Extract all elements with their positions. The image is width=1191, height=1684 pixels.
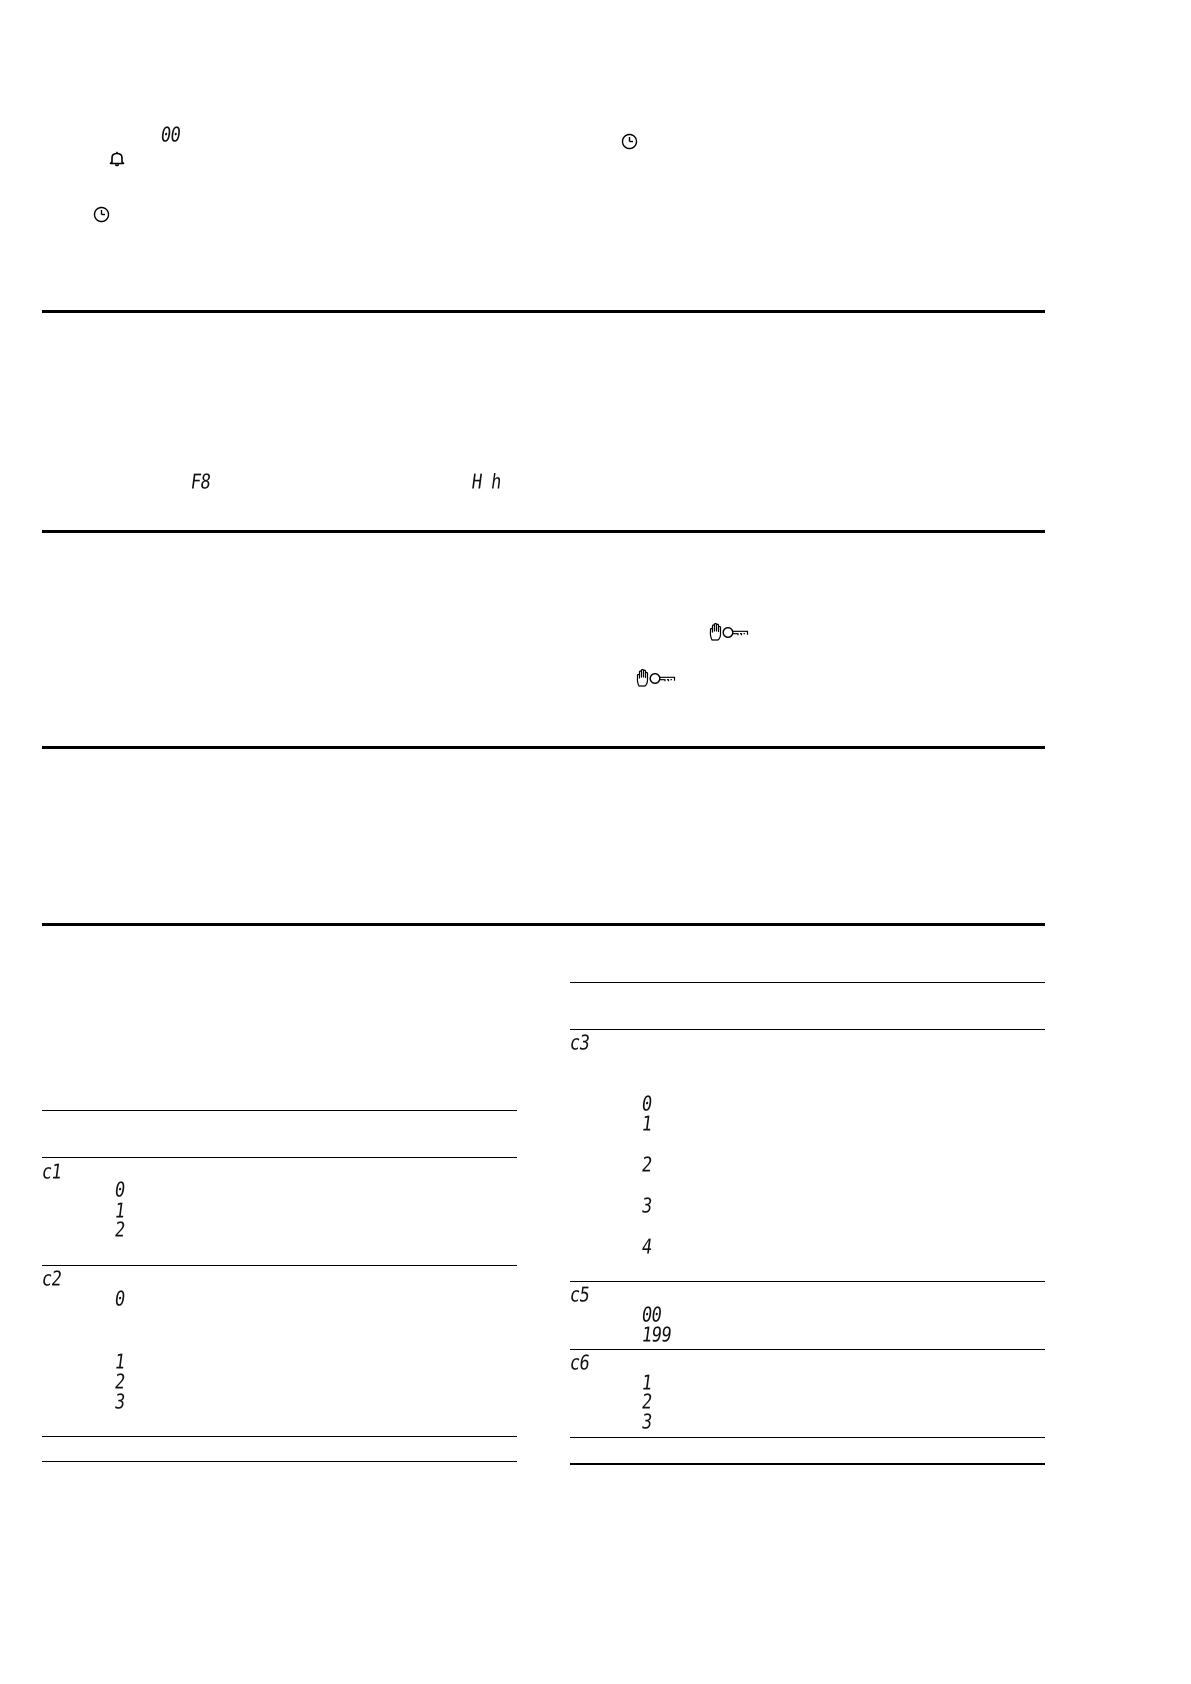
setting-value: 1 bbox=[640, 1112, 654, 1137]
setting-value: 2 bbox=[640, 1153, 654, 1178]
clock-icon bbox=[93, 206, 110, 223]
setting-value: 00 bbox=[640, 1303, 663, 1328]
hand-key-icon bbox=[635, 668, 677, 688]
setting-value: 2 bbox=[113, 1218, 127, 1243]
setting-value: 0 bbox=[113, 1178, 127, 1203]
table-rule bbox=[42, 1461, 517, 1462]
setting-code: c6 bbox=[568, 1351, 591, 1376]
setting-value: 1 bbox=[640, 1371, 654, 1396]
setting-value: 1 bbox=[113, 1199, 127, 1224]
section-divider bbox=[42, 746, 1045, 749]
table-rule bbox=[570, 1349, 1045, 1350]
setting-code: c5 bbox=[568, 1283, 591, 1308]
bell-icon bbox=[108, 151, 126, 167]
setting-value: 2 bbox=[113, 1370, 127, 1395]
error-code-display: F8 bbox=[189, 470, 212, 495]
residual-heat-display: H h bbox=[470, 470, 503, 495]
table-rule bbox=[570, 1463, 1045, 1465]
table-rule bbox=[42, 1110, 517, 1111]
setting-code: c3 bbox=[568, 1031, 591, 1056]
hand-key-icon bbox=[708, 622, 750, 642]
setting-value: 0 bbox=[640, 1092, 654, 1117]
setting-value: 199 bbox=[640, 1323, 673, 1348]
table-rule bbox=[42, 1436, 517, 1437]
section-divider bbox=[42, 530, 1045, 533]
section-divider bbox=[42, 310, 1045, 313]
setting-value: 3 bbox=[640, 1194, 654, 1219]
table-rule bbox=[42, 1265, 517, 1266]
table-rule bbox=[570, 1437, 1045, 1438]
setting-value: 2 bbox=[640, 1390, 654, 1415]
timer-display: 00 bbox=[159, 123, 182, 148]
section-divider bbox=[42, 923, 1045, 926]
setting-code: c2 bbox=[40, 1267, 63, 1292]
setting-value: 3 bbox=[640, 1410, 654, 1435]
setting-value: 0 bbox=[113, 1287, 127, 1312]
table-rule bbox=[570, 982, 1045, 983]
setting-value: 1 bbox=[113, 1350, 127, 1375]
clock-icon bbox=[621, 133, 638, 150]
setting-value: 4 bbox=[640, 1235, 654, 1260]
setting-code: c1 bbox=[40, 1160, 63, 1185]
table-rule bbox=[570, 1281, 1045, 1282]
setting-value: 3 bbox=[113, 1390, 127, 1415]
table-rule bbox=[42, 1157, 517, 1158]
table-rule bbox=[570, 1029, 1045, 1030]
